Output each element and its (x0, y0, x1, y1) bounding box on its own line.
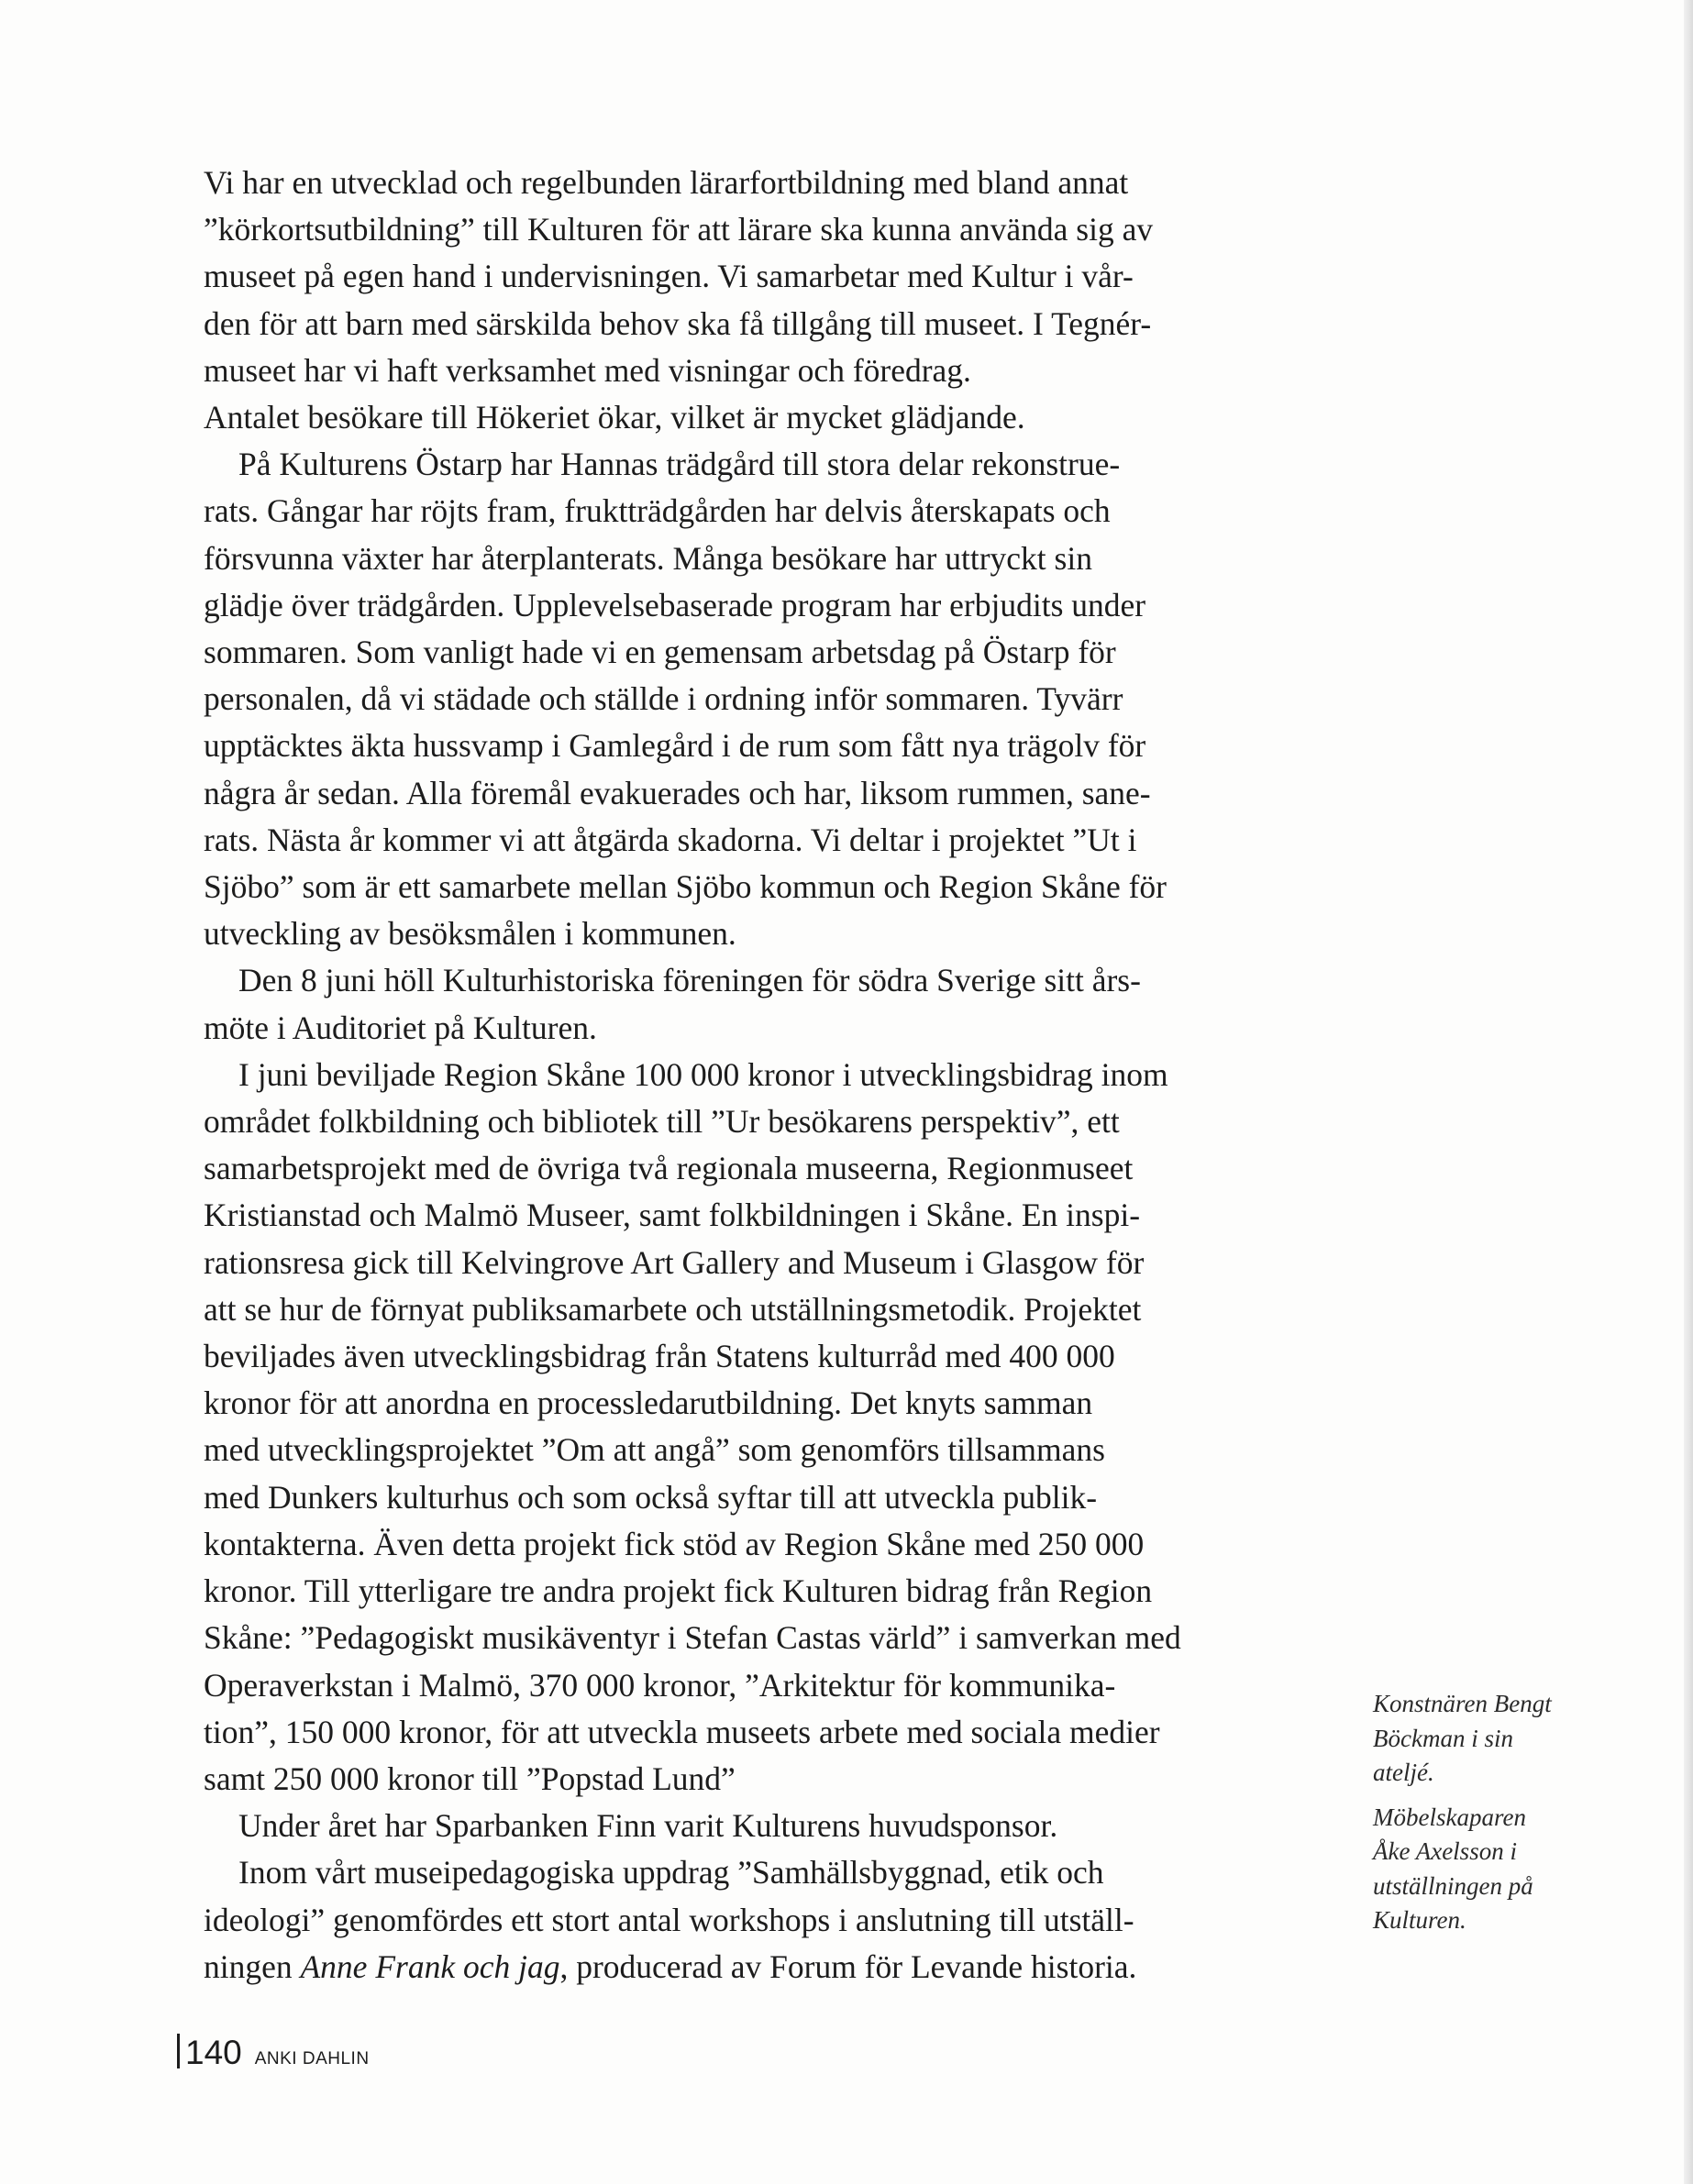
page-edge-shadow (1684, 0, 1693, 2184)
text-line: området folkbildning och bibliotek till ”Ur besökarens perspektiv”, ett (204, 1103, 1120, 1141)
caption-line: Konstnären Bengt (1373, 1690, 1552, 1717)
image-captions (1373, 1687, 1611, 1948)
text-line: Den 8 juni höll Kulturhistoriska föreningen för södra Sverige sitt års- (238, 962, 1141, 999)
text-line: personalen, då vi städade och ställde i ordning inför sommaren. Tyvärr (204, 680, 1123, 718)
text-line: museet på egen hand i undervisningen. Vi samarbetar med Kultur i vår- (204, 258, 1134, 295)
text-line: rats. Nästa år kommer vi att åtgärda skadorna. Vi deltar i projektet ”Ut i (204, 821, 1137, 858)
text-line: upptäcktes äkta hussvamp i Gamlegård i de rum som fått nya trägolv för (204, 727, 1146, 765)
text-line: att se hur de förnyat publiksamarbete och utställningsmetodik. Projektet (204, 1290, 1142, 1328)
page-footer (177, 2034, 370, 2072)
text-line: Operaverkstan i Malmö, 370 000 kronor, ”Arkitektur för kommunika- (204, 1666, 1116, 1704)
text-line: ideologi” genomfördes ett stort antal workshops i anslutning till utställ- (204, 1901, 1134, 1938)
body-text (204, 160, 1304, 1991)
text-segment: ningen (204, 1947, 301, 1985)
text-line: rats. Gångar har röjts fram, fruktträdgården har delvis återskapats och (204, 492, 1111, 530)
text-line: museet har vi haft verksamhet med visningar och föredrag. (204, 351, 971, 389)
text-line: samarbetsprojekt med de övriga två regionala museerna, Regionmuseet (204, 1150, 1134, 1187)
photo-caption (1373, 1687, 1611, 1791)
text-line: sommaren. Som vanligt hade vi en gemensam arbetsdag på Östarp för (204, 634, 1116, 671)
text-line: några år sedan. Alla föremål evakuerades och har, liksom rummen, sane- (204, 774, 1151, 811)
text-line: Inom vårt museipedagogiska uppdrag ”Samhällsbyggnad, etik och (238, 1854, 1104, 1892)
text-line: den för att barn med särskilda behov ska få tillgång till museet. I Tegnér- (204, 304, 1152, 342)
text-line: kronor. Till ytterligare tre andra projekt fick Kulturen bidrag från Region (204, 1572, 1153, 1610)
text-line: Under året har Sparbanken Finn varit Kulturens huvudsponsor. (238, 1807, 1058, 1845)
text-line: ”körkortsutbildning” till Kulturen för att lärare ska kunna använda sig av (204, 211, 1154, 248)
text-line: rationsresa gick till Kelvingrove Art Gallery and Museum i Glasgow för (204, 1243, 1145, 1281)
text-segment: , producerad av Forum för Levande historia. (559, 1947, 1137, 1985)
exhibition-title: Anne Frank och jag (300, 1947, 560, 1985)
text-line: glädje över trädgården. Upplevelsebaserade program har erbjudits under (204, 586, 1146, 623)
text-line: tion”, 150 000 kronor, för att utveckla museets arbete med sociala medier (204, 1713, 1160, 1750)
text-line: Antalet besökare till Hökeriet ökar, vilket är mycket glädjande. (204, 399, 1025, 436)
caption-line: Kulturen. (1373, 1906, 1466, 1934)
caption-line: utställningen på (1373, 1871, 1533, 1900)
author-name: ANKI DAHLIN (254, 2049, 370, 2068)
caption-line: Böckman i sin (1373, 1724, 1513, 1752)
text-line: Vi har en utvecklad och regelbunden lärarfortbildning med bland annat (204, 164, 1129, 201)
text-line: Sjöbo” som är ett samarbete mellan Sjöbo kommun och Region Skåne för (204, 868, 1167, 906)
text-line: med utvecklingsprojektet ”Om att angå” som genomförs tillsammans (204, 1431, 1105, 1469)
text-line: beviljades även utvecklingsbidrag från Statens kulturråd med 400 000 (204, 1338, 1115, 1375)
text-line: Skåne: ”Pedagogiskt musikäventyr i Stefan Castas värld” i samverkan med (204, 1619, 1181, 1657)
caption-line: ateljé. (1373, 1759, 1434, 1786)
text-line: I juni beviljade Region Skåne 100 000 kronor i utvecklingsbidrag inom (238, 1055, 1168, 1093)
text-line: samt 250 000 kronor till ”Popstad Lund” (204, 1759, 736, 1797)
page-number-rule (177, 2034, 180, 2068)
text-line: möte i Auditoriet på Kulturen. (204, 1009, 597, 1046)
text-line (204, 1944, 1304, 1991)
photo-caption (1373, 1801, 1611, 1938)
text-line: med Dunkers kulturhus och som också syftar till att utveckla publik- (204, 1478, 1098, 1516)
caption-line: Möbelskaparen (1373, 1803, 1526, 1831)
caption-line: Åke Axelsson i (1373, 1837, 1517, 1865)
text-line: På Kulturens Östarp har Hannas trädgård till stora delar rekonstrue- (238, 446, 1121, 483)
text-line: kronor för att anordna en processledarutbildning. Det knyts samman (204, 1384, 1093, 1422)
text-line: utveckling av besöksmålen i kommunen. (204, 915, 736, 953)
text-line: Kristianstad och Malmö Museer, samt folkbildningen i Skåne. En inspi- (204, 1197, 1141, 1234)
text-line: försvunna växter har återplanterats. Många besökare har uttryckt sin (204, 539, 1092, 577)
text-line: kontakterna. Även detta projekt fick stöd av Region Skåne med 250 000 (204, 1525, 1145, 1562)
page-number: 140 (185, 2034, 242, 2071)
